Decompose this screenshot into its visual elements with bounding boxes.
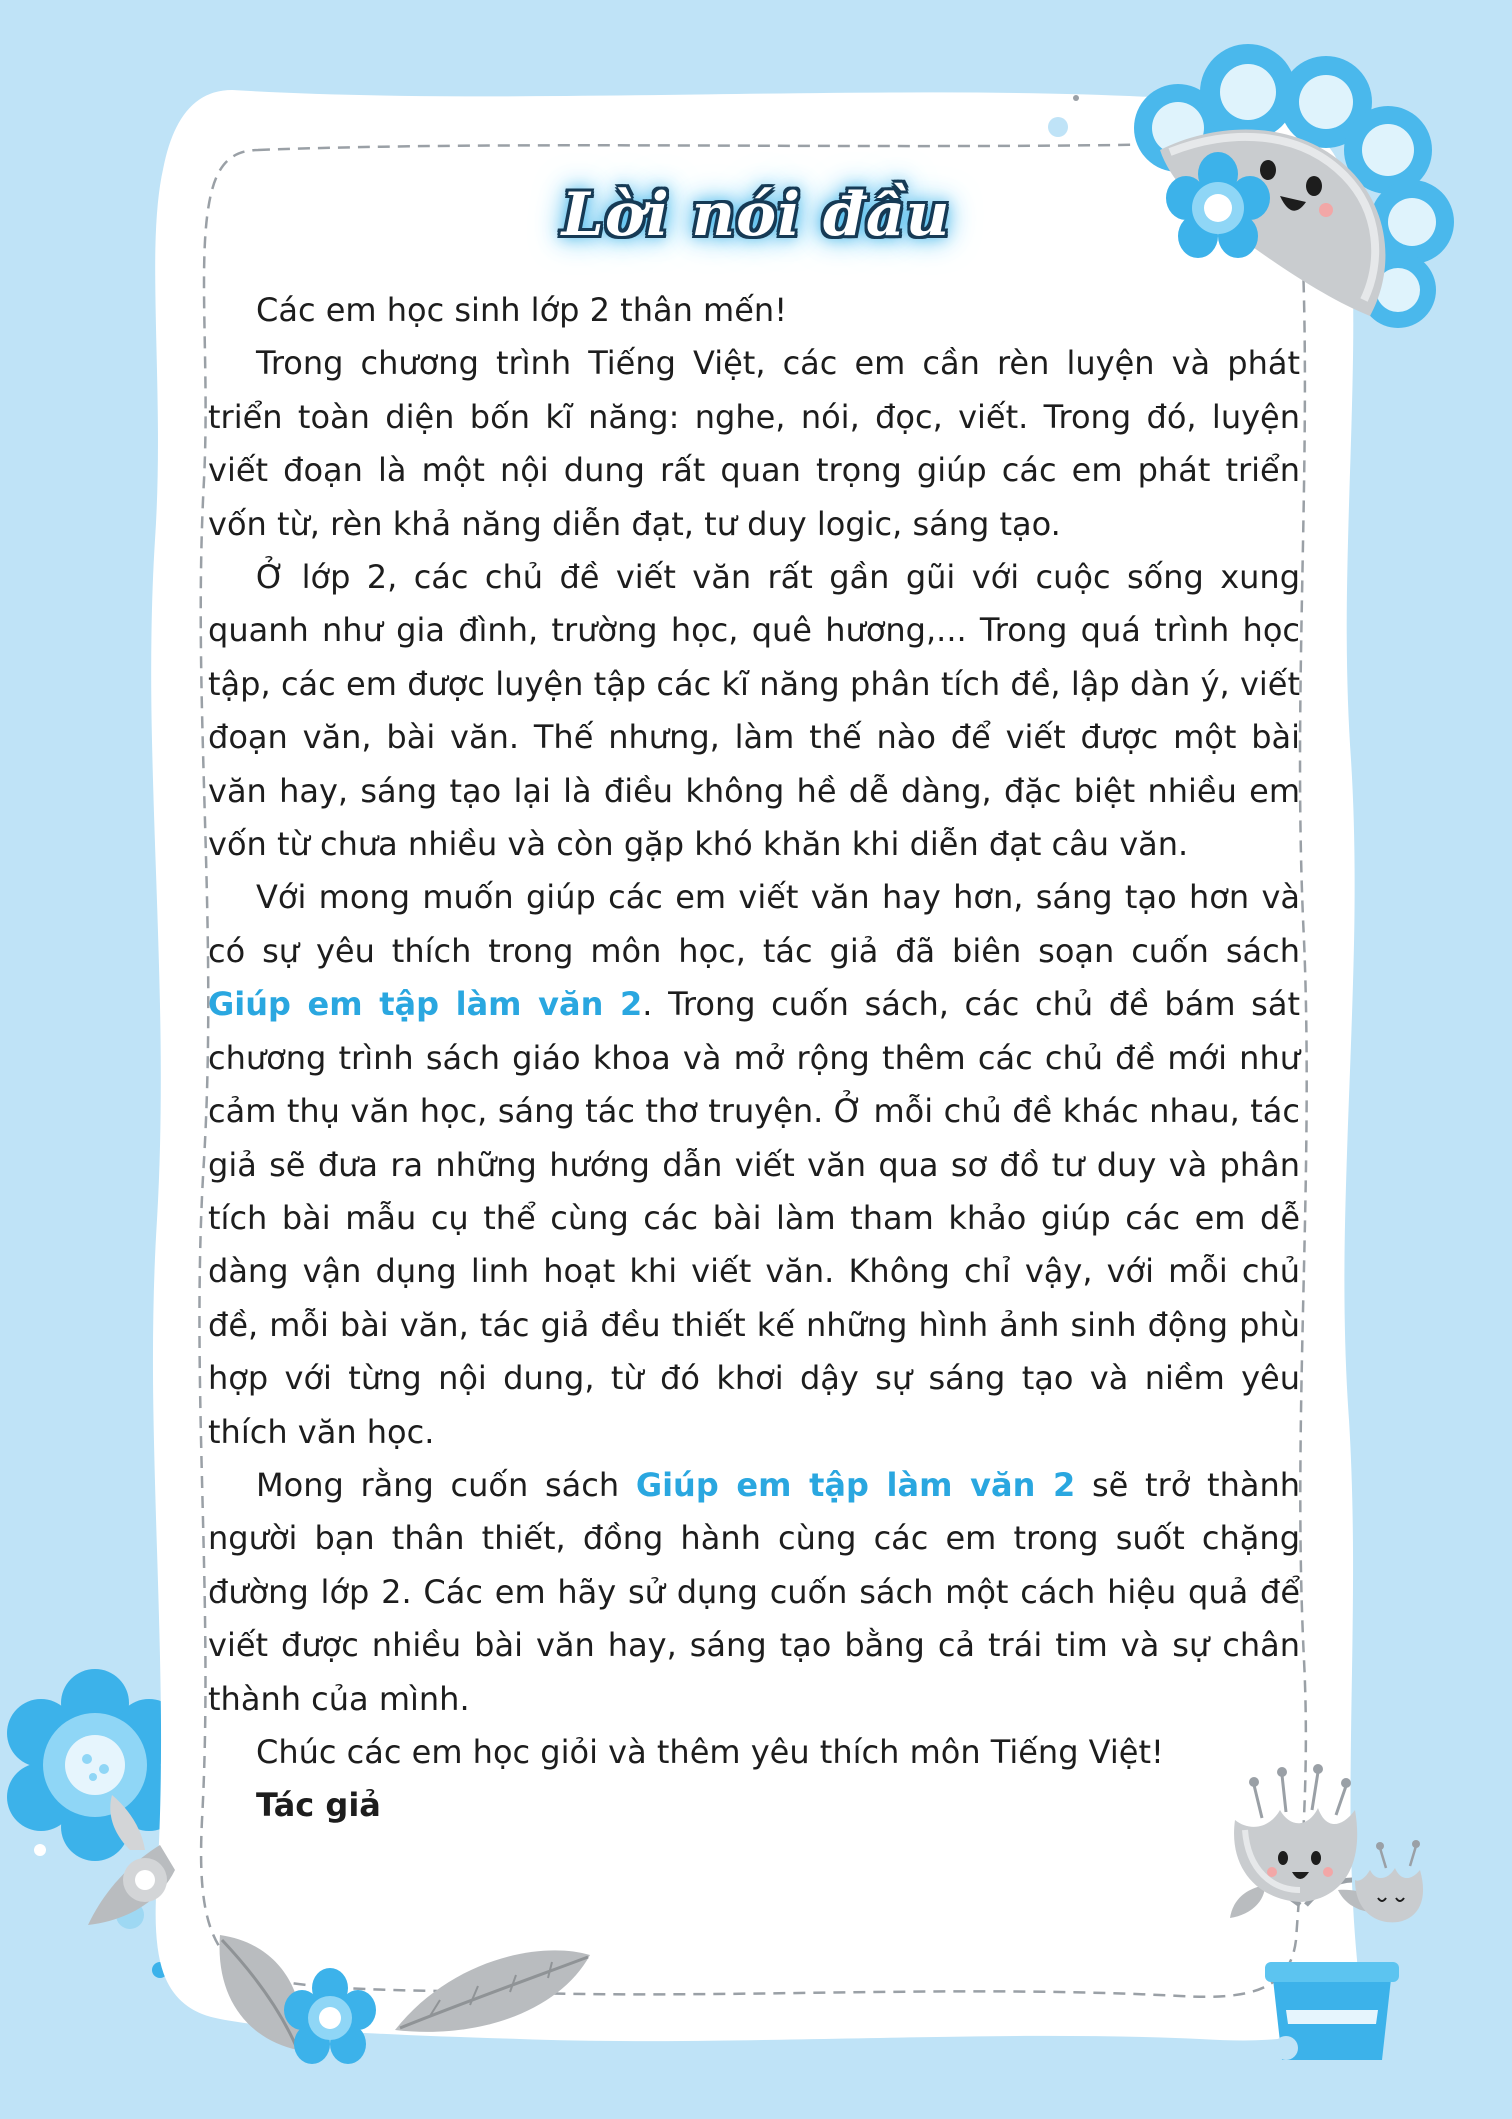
paragraph-4 <box>208 1459 1300 1726</box>
paragraph-4-intro: Mong rằng cuốn sách <box>256 1465 636 1504</box>
paragraph-3 <box>208 871 1300 1458</box>
author-signature: Tác giả <box>256 1786 381 1825</box>
paragraph-2: Ở lớp 2, các chủ đề viết văn rất gần gũi với cuộc sống xung quanh như gia đình, trường học, quê hương,... Trong quá trình học tập, các em được luyện tập các kĩ năng phân tích đề, lập dàn ý, viết đoạn văn, bài văn. Thế nhưng, làm thế nào để viết được một bài văn hay, sáng tạo lại là điều không hề dễ dàng, đặc biệt nhiều em vốn từ chưa nhiều và còn gặp khó khăn khi diễn đạt câu văn. <box>208 558 1300 864</box>
bottom-left-flower-icon <box>7 1669 183 1861</box>
book-title-highlight: Giúp em tập làm văn 2 <box>635 1465 1076 1504</box>
closing-line: Chúc các em học giỏi và thêm yêu thích môn Tiếng Việt! <box>256 1732 1164 1771</box>
title-area <box>0 170 1512 260</box>
paragraph-3-intro: Với mong muốn giúp các em viết văn hay hơn, sáng tạo hơn và có sự yêu thích trong môn học, tác giả đã biên soạn cuốn sách <box>208 878 1300 970</box>
paragraph-4-body: sẽ trở thành người bạn thân thiết, đồng hành cùng các em trong suốt chặng đường lớp 2. Các em hãy sử dụng cuốn sách một cách hiệu quả để viết được nhiều bài văn hay, sáng tạo bằng cả trái tim và sự chân thành của mình. <box>208 1465 1301 1718</box>
preface-body <box>208 284 1300 1833</box>
paragraph-3-body: . Trong cuốn sách, các chủ đề bám sát chương trình sách giáo khoa và mở rộng thêm các chủ đề mới như cảm thụ văn học, sáng tác thơ truyện. Ở mỗi chủ đề khác nhau, tác giả sẽ đưa ra những hướng dẫn viết văn qua sơ đồ tư duy và phân tích bài mẫu cụ thể cùng các bài làm tham khảo giúp các em dễ dàng vận dụng linh hoạt khi viết văn. Không chỉ vậy, với mỗi chủ đề, mỗi bài văn, tác giả đều thiết kế những hình ảnh sinh động phù hợp với từng nội dung, từ đó khơi dậy sự sáng tạo và niềm yêu thích văn học. <box>208 985 1301 1451</box>
book-title-highlight: Giúp em tập làm văn 2 <box>208 985 643 1024</box>
page-title: Lời nói đầu <box>561 180 951 250</box>
paragraph-1: Trong chương trình Tiếng Việt, các em cần rèn luyện và phát triển toàn diện bốn kĩ năng: nghe, nói, đọc, viết. Trong đó, luyện viết đoạn là một nội dung rất quan trọng giúp các em phát triển vốn từ, rèn khả năng diễn đạt, tư duy logic, sáng tạo. <box>208 344 1300 543</box>
greeting: Các em học sinh lớp 2 thân mến! <box>256 291 788 329</box>
